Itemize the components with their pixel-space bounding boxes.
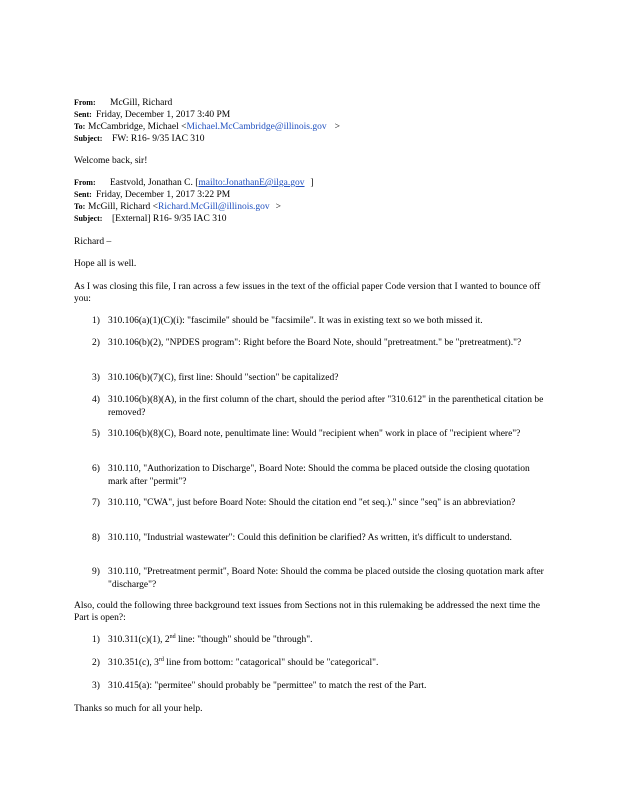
intro-paragraph: As I was closing this file, I ran across a few issues in the text of the official paper Code version that I wanted to bounce off you: — [74, 282, 541, 304]
to-name: McGill, Richard < — [88, 202, 158, 212]
list-item — [92, 337, 547, 350]
list-item — [92, 680, 547, 693]
header1-subject-row — [74, 133, 205, 145]
subject-value: [External] R16- 9/35 IAC 310 — [112, 214, 227, 224]
item-text-sup: rd — [158, 656, 164, 663]
item-number: 6) — [92, 464, 100, 474]
item-text: 310.106(b)(2), "NPDES program": Right before the Board Note, should "pretreatment." be "pretreatment)."? — [108, 338, 522, 348]
list-item — [92, 634, 547, 647]
item-text: 310.106(a)(1)(C)(i): "fascimile" should be "facsimile". It was in existing text so we both missed it. — [108, 316, 483, 326]
thanks-line: Thanks so much for all your help. — [74, 704, 203, 714]
item-number: 1) — [92, 316, 100, 326]
header1-to-row — [74, 121, 340, 133]
item-text — [108, 680, 547, 693]
item-text-sup: nd — [169, 633, 176, 640]
item-number: 1) — [92, 635, 100, 645]
item-text-pre: 310.311(c)(1), 2 — [108, 635, 170, 645]
sent-label: Sent: — [74, 190, 92, 199]
subject-label: Subject: — [74, 134, 103, 143]
item-number: 3) — [92, 681, 100, 691]
item-text-post: line: "though" should be "through". — [175, 635, 313, 645]
from-label: From: — [74, 98, 96, 107]
item-number: 9) — [92, 567, 100, 577]
header1-sent-row — [74, 109, 230, 121]
greeting: Richard – — [74, 237, 112, 247]
list-item — [92, 372, 547, 385]
item-number: 4) — [92, 395, 100, 405]
sent-value: Friday, December 1, 2017 3:22 PM — [96, 190, 231, 200]
item-text: 310.110, "Industrial wastewater": Could this definition be clarified? As written, it's difficult to understand. — [108, 533, 512, 543]
from-label: From: — [74, 178, 96, 187]
item-text: 310.110, "Pretreatment permit", Board Note: Should the comma be placed outside the closing quotation mark after "discharge"? — [108, 567, 544, 590]
item-text-pre: 310.351(c), 3 — [108, 658, 159, 668]
to-label: To: — [74, 122, 86, 131]
list-item — [92, 315, 547, 328]
to-close: > — [334, 122, 340, 132]
item-number: 2) — [92, 658, 100, 668]
from-name: Eastvold, Jonathan C. [ — [110, 178, 199, 188]
sent-value: Friday, December 1, 2017 3:40 PM — [96, 110, 231, 120]
to-email-link[interactable]: Richard.McGill@illinois.gov — [158, 202, 270, 212]
to-email-link[interactable]: Michael.McCambridge@illinois.gov — [186, 122, 327, 132]
item-number: 5) — [92, 429, 100, 439]
subject-value: FW: R16- 9/35 IAC 310 — [112, 134, 205, 144]
list-item — [92, 532, 547, 545]
item-text — [108, 657, 547, 670]
item-number: 7) — [92, 498, 100, 508]
subject-label: Subject: — [74, 214, 103, 223]
item-text-post: line from bottom: "catagorical" should be "categorical". — [163, 658, 379, 668]
item-text — [108, 634, 547, 647]
to-label: To: — [74, 202, 86, 211]
item-number: 8) — [92, 533, 100, 543]
header1-from-row — [74, 97, 172, 109]
list-item — [92, 657, 547, 670]
header2-from-row — [74, 177, 314, 189]
item-text: 310.110, "Authorization to Discharge", Board Note: Should the comma be placed outside the closing quotation mark after "permit"? — [108, 464, 530, 487]
from-close: ] — [310, 178, 314, 188]
list-item — [92, 428, 547, 441]
item-text: 310.110, "CWA", just before Board Note: Should the citation end "et seq.)." since "seq" is an abbreviation? — [108, 498, 516, 508]
item-number: 3) — [92, 373, 100, 383]
list-item — [92, 566, 547, 591]
to-name: McCambridge, Michael < — [88, 122, 187, 132]
item-number: 2) — [92, 338, 100, 348]
list-item — [92, 497, 547, 510]
from-email-link[interactable]: mailto:JonathanE@ilga.gov — [198, 178, 305, 188]
list-item — [92, 463, 547, 488]
item-text-pre: 310.415(a): "permitee" should probably be "permittee" to match the rest of the Part. — [108, 681, 427, 691]
header2-sent-row — [74, 189, 230, 201]
header2-to-row — [74, 201, 281, 213]
item-text: 310.106(b)(7)(C), first line: Should "section" be capitalized? — [108, 373, 339, 383]
sent-label: Sent: — [74, 110, 92, 119]
from-value: McGill, Richard — [110, 98, 173, 108]
hope-line: Hope all is well. — [74, 259, 137, 269]
to-close: > — [275, 202, 282, 212]
item-text: 310.106(b)(8)(A), in the first column of the chart, should the period after "310.612" in the parenthetical citation be removed? — [108, 395, 544, 418]
also-paragraph: Also, could the following three background text issues from Sections not in this rulemaking be addressed the next time the Part is open?: — [74, 601, 540, 623]
list-item — [92, 394, 547, 419]
welcome-line: Welcome back, sir! — [74, 156, 148, 166]
item-text: 310.106(b)(8)(C), Board note, penultimate line: Would "recipient when" work in place of "recipient where"? — [108, 429, 521, 439]
header2-subject-row — [74, 213, 227, 225]
